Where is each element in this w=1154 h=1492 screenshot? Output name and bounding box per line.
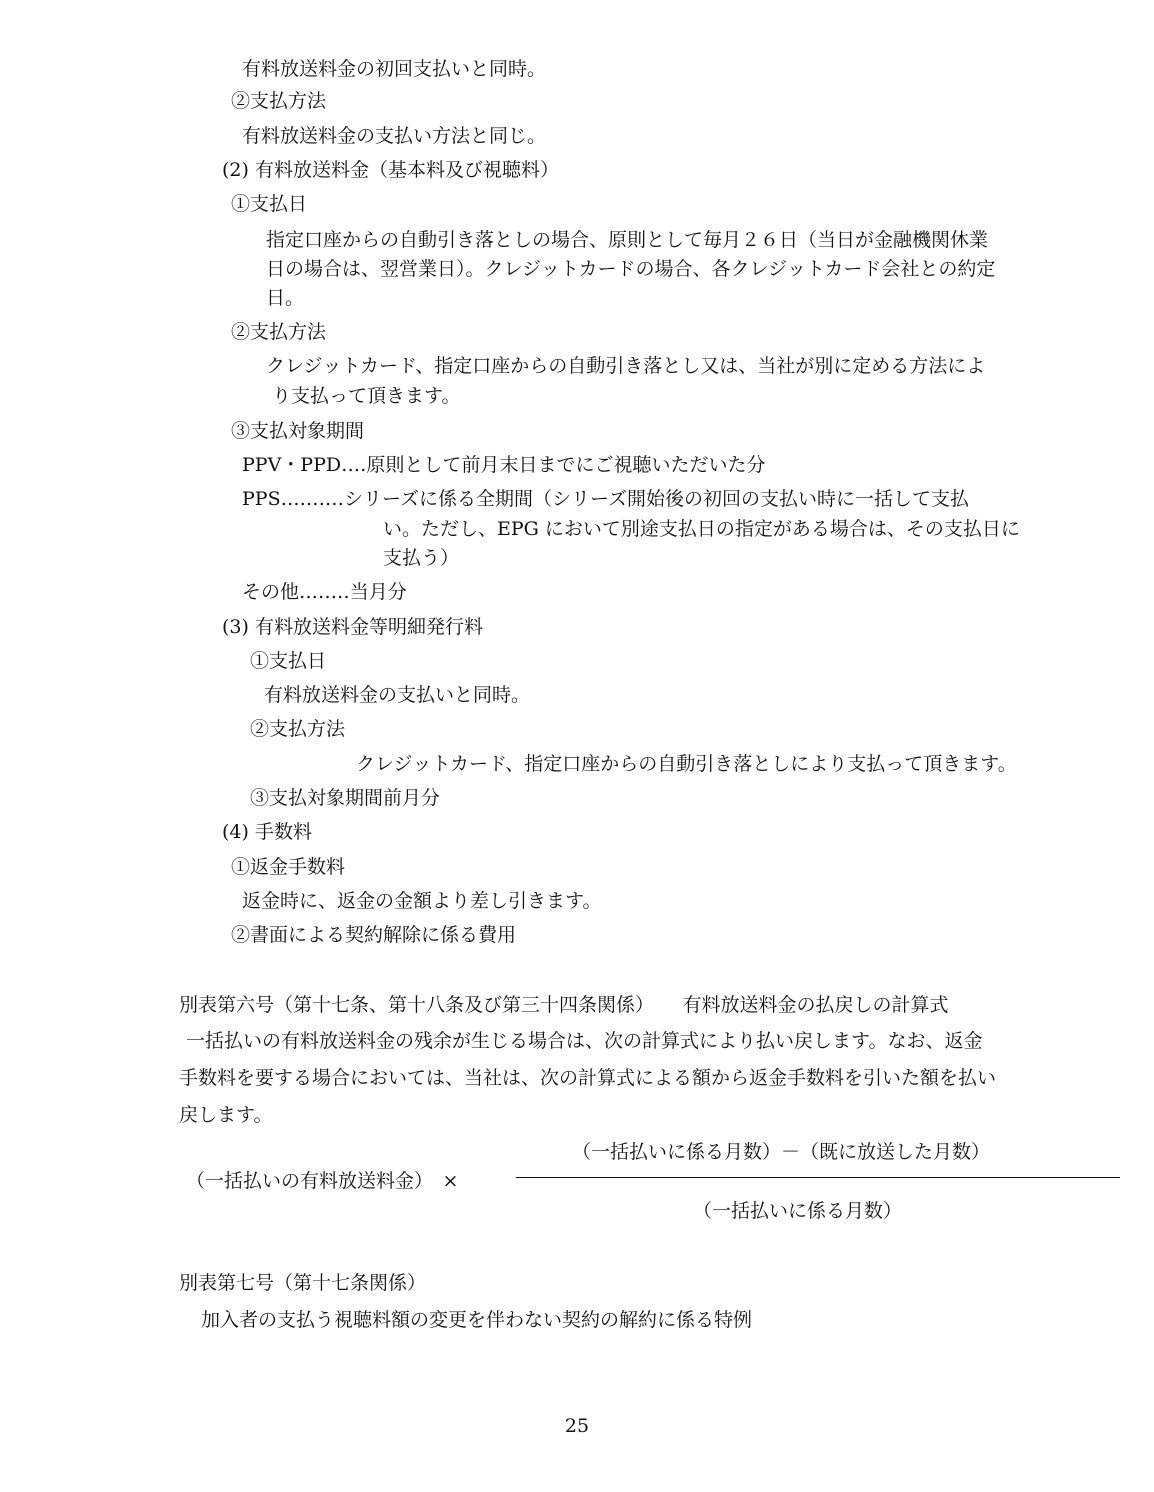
text-line: 有料放送料金の初回支払いと同時。	[242, 58, 547, 80]
text-line: 日。	[266, 287, 305, 309]
subsection-heading: ②書面による契約解除に係る費用	[231, 924, 517, 946]
formula-numerator: （一括払いに係る月数）－（既に放送した月数）	[572, 1141, 991, 1163]
subsection-heading: ②支払方法	[231, 321, 327, 343]
text-line: い。ただし、EPG において別途支払日の指定がある場合は、その支払日に	[383, 518, 1020, 540]
table6-heading: 別表第六号（第十七条、第十八条及び第三十四条関係） 有料放送料金の払戻しの計算式	[179, 994, 949, 1016]
text-line: クレジットカード、指定口座からの自動引き落とし又は、当社が別に定める方法によ	[266, 355, 986, 377]
subsection-heading: ②支払方法	[250, 718, 346, 740]
text-line: PPV・PPD‥‥原則として前月末日までにご視聴いただいた分	[242, 454, 766, 476]
section-heading: (4) 手数料	[222, 821, 312, 843]
text-line: 支払う）	[383, 547, 460, 569]
section-heading: (2) 有料放送料金（基本料及び視聴料）	[222, 159, 559, 181]
table6-paragraph: 手数料を要する場合においては、当社は、次の計算式による額から返金手数料を引いた額を払い	[179, 1067, 997, 1089]
formula-left-term: （一括払いの有料放送料金） ×	[186, 1170, 459, 1192]
subsection-heading: ③支払対象期間前月分	[250, 787, 441, 809]
text-line: クレジットカード、指定口座からの自動引き落としにより支払って頂きます。	[356, 753, 1017, 775]
text-line: その他‥‥‥‥当月分	[242, 581, 407, 603]
subsection-heading: ③支払対象期間	[231, 420, 365, 442]
section-heading: (3) 有料放送料金等明細発行料	[222, 616, 483, 638]
fraction-bar	[516, 1177, 1120, 1178]
table7-heading: 別表第七号（第十七条関係）	[179, 1272, 427, 1294]
table6-paragraph: 一括払いの有料放送料金の残余が生じる場合は、次の計算式により払い戻します。なお、返金	[186, 1030, 983, 1052]
text-line: 日の場合は、翌営業日）。クレジットカードの場合、各クレジットカード会社との約定	[266, 258, 996, 280]
page-number: 25	[564, 1415, 590, 1437]
subsection-heading: ①支払日	[231, 193, 308, 215]
table6-paragraph: 戻します。	[179, 1104, 273, 1126]
subsection-heading: ①返金手数料	[231, 856, 346, 878]
text-line: 指定口座からの自動引き落としの場合、原則として毎月２６日（当日が金融機関休業	[266, 229, 989, 251]
text-line: り支払って頂きます。	[272, 385, 461, 407]
text-line: PPS‥‥‥‥‥シリーズに係る全期間（シリーズ開始後の初回の支払い時に一括して支払	[242, 488, 970, 510]
text-line: 有料放送料金の支払いと同時。	[264, 684, 531, 706]
text-line: 有料放送料金の支払い方法と同じ。	[242, 125, 547, 147]
text-line: 返金時に、返金の金額より差し引きます。	[242, 890, 602, 912]
table7-text: 加入者の支払う視聴料額の変更を伴わない契約の解約に係る特例	[201, 1309, 753, 1331]
formula-denominator: （一括払いに係る月数）	[693, 1200, 903, 1222]
subsection-heading: ②支払方法	[231, 90, 327, 112]
subsection-heading: ①支払日	[250, 650, 327, 672]
